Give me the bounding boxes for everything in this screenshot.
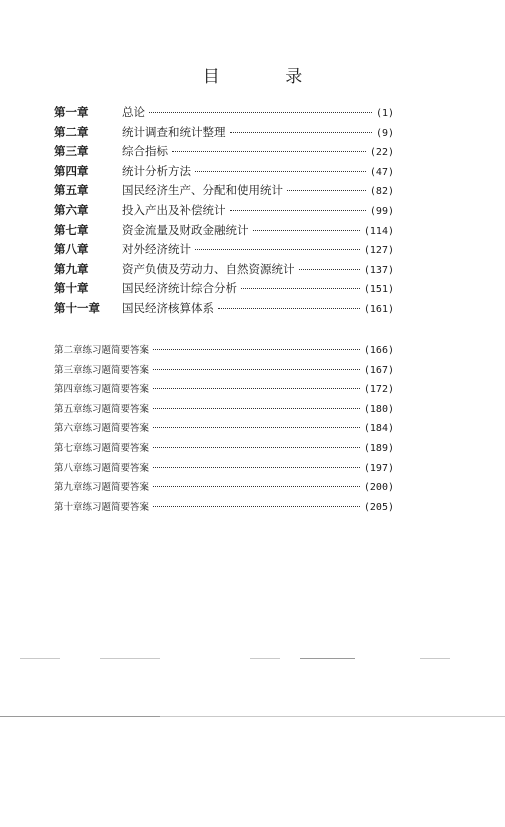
dot-leader: [218, 308, 360, 309]
dot-leader: [230, 210, 366, 211]
dot-leader: [153, 447, 360, 448]
chapter-title: 国民经济统计综合分析: [122, 281, 237, 296]
dot-leader: [195, 249, 360, 250]
chapter-number: 第十一章: [54, 300, 100, 315]
answer-title: 第十章练习题简要答案: [54, 501, 150, 513]
chapter-number: 第二章: [54, 124, 89, 139]
chapter-title: 投入产出及补偿统计: [122, 202, 226, 217]
scan-artifact-line: [420, 658, 450, 659]
chapter-title: 对外经济统计: [122, 242, 191, 257]
dot-leader: [153, 369, 360, 370]
page-number: (9): [375, 127, 394, 139]
dot-leader: [153, 408, 360, 409]
answer-title: 第五章练习题简要答案: [54, 403, 150, 415]
scan-artifact-line: [160, 716, 505, 717]
page-number: (200): [363, 482, 394, 494]
dot-leader: [299, 269, 360, 270]
page-number: (184): [363, 423, 394, 435]
page-number: (127): [363, 245, 394, 257]
chapter-row: [54, 163, 394, 183]
page-number: (166): [363, 345, 394, 356]
dot-leader: [253, 230, 360, 231]
answer-row: [54, 401, 394, 421]
answer-row: [54, 499, 394, 519]
scan-artifact-line: [100, 658, 160, 659]
chapter-title: 国民经济生产、分配和使用统计: [122, 183, 283, 198]
answer-row: [54, 440, 394, 460]
dot-leader: [153, 467, 360, 468]
dot-leader: [153, 486, 360, 487]
page-number: (47): [369, 166, 394, 178]
answer-title: 第三章练习题简要答案: [54, 364, 150, 376]
answer-title: 第六章练习题简要答案: [54, 423, 150, 435]
chapter-number: 第九章: [54, 261, 89, 276]
page-number: (197): [363, 462, 394, 474]
dot-leader: [153, 506, 360, 507]
answer-list: [54, 342, 394, 518]
page-number: (205): [363, 501, 394, 513]
dot-leader: [149, 112, 372, 113]
chapter-title: 统计调查和统计整理: [122, 124, 226, 139]
answer-row: [54, 460, 394, 480]
answer-row: [54, 342, 394, 362]
chapter-row: [54, 124, 394, 144]
chapter-title: 总论: [122, 105, 145, 119]
dot-leader: [172, 151, 366, 152]
chapter-title: 综合指标: [122, 144, 168, 159]
chapter-number: 第一章: [54, 105, 89, 119]
chapter-row: [54, 202, 394, 222]
dot-leader: [153, 349, 360, 350]
scan-artifact-line: [20, 658, 60, 659]
chapter-row: [54, 104, 394, 124]
chapter-title: 资金流量及财政金融统计: [122, 222, 249, 237]
page-number: (114): [363, 225, 394, 237]
page-number: (161): [363, 303, 394, 315]
page-number: (137): [363, 264, 394, 276]
page-number: (189): [363, 442, 394, 454]
answer-title: 第四章练习题简要答案: [54, 384, 150, 396]
answer-title: 第八章练习题简要答案: [54, 462, 150, 474]
chapter-row: [54, 182, 394, 202]
answer-title: 第七章练习题简要答案: [54, 442, 150, 454]
chapter-number: 第四章: [54, 163, 89, 178]
chapter-list: [54, 104, 394, 320]
dot-leader: [153, 388, 360, 389]
answer-row: [54, 479, 394, 499]
scan-artifact-line: [0, 716, 160, 717]
page-number: (180): [363, 403, 394, 415]
page-title: 目 录: [202, 67, 333, 87]
chapter-row: [54, 300, 394, 320]
scan-artifact-line: [250, 658, 280, 659]
answer-row: [54, 362, 394, 382]
answer-title: 第九章练习题简要答案: [54, 482, 150, 494]
chapter-number: 第八章: [54, 242, 89, 257]
page-number: (1): [375, 108, 394, 119]
page-number: (22): [369, 147, 394, 159]
dot-leader: [241, 288, 360, 289]
chapter-title: 资产负债及劳动力、自然资源统计: [122, 261, 295, 276]
chapter-number: 第三章: [54, 144, 89, 159]
chapter-number: 第六章: [54, 202, 89, 217]
chapter-title: 统计分析方法: [122, 163, 191, 178]
chapter-row: [54, 143, 394, 163]
dot-leader: [230, 132, 372, 133]
chapter-number: 第七章: [54, 222, 89, 237]
chapter-title: 国民经济核算体系: [122, 300, 214, 315]
page-number: (82): [369, 186, 394, 198]
dot-leader: [153, 427, 360, 428]
chapter-row: [54, 241, 394, 261]
answer-title: 第二章练习题简要答案: [54, 345, 150, 356]
page-number: (167): [363, 364, 394, 376]
chapter-number: 第五章: [54, 183, 89, 198]
chapter-row: [54, 261, 394, 281]
chapter-number: 第十章: [54, 281, 89, 296]
answer-row: [54, 381, 394, 401]
chapter-row: [54, 222, 394, 242]
answer-row: [54, 420, 394, 440]
page-number: (99): [369, 205, 394, 217]
page-number: (151): [363, 284, 394, 296]
dot-leader: [195, 171, 366, 172]
chapter-row: [54, 280, 394, 300]
page-number: (172): [363, 384, 394, 396]
scan-artifact-line: [300, 658, 355, 659]
dot-leader: [287, 190, 366, 191]
